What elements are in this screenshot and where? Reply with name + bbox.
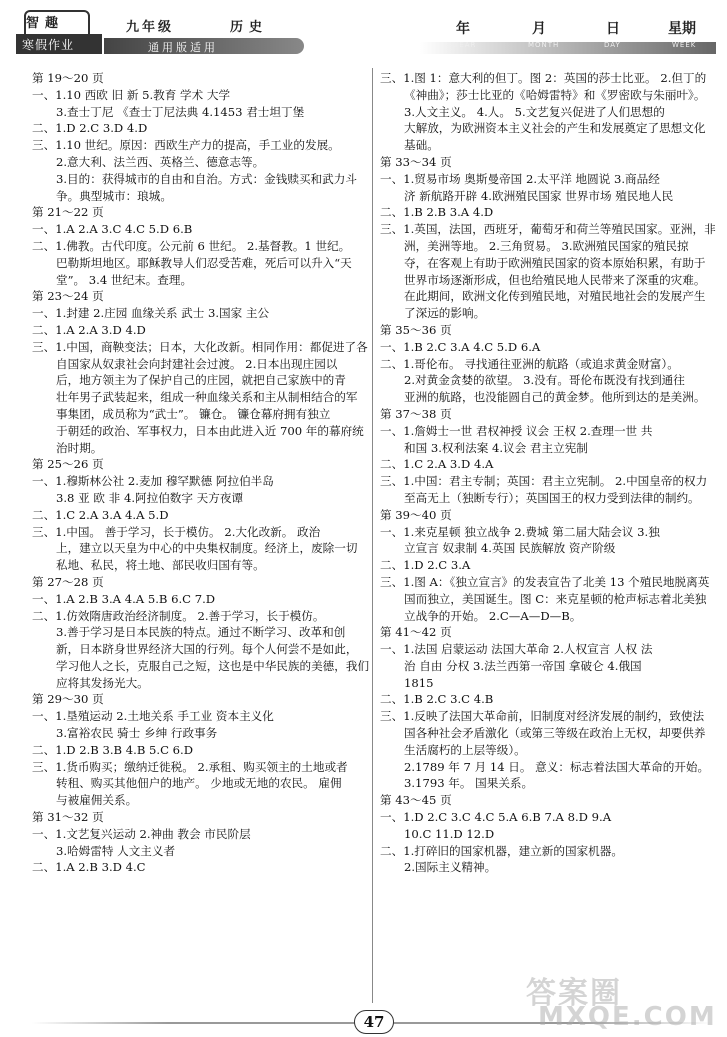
year-label: 年 bbox=[456, 21, 470, 37]
answer-line: 巴勒斯坦地区。耶稣教导人们忍受苦难，死后可以升入“天 bbox=[56, 255, 352, 270]
answer-line: 一、1.10 西欧 旧 新 5.教育 学术 大学 bbox=[32, 87, 231, 102]
answer-line: 争。典型城市：琅城。 bbox=[56, 188, 172, 203]
answer-line: 壮年男子武装起来，组成一种血缘关系和主从制相结合的军 bbox=[56, 390, 358, 405]
answer-line: 二、1.B 2.C 3.C 4.B bbox=[380, 692, 494, 707]
answer-line: 2.对黄金贪婪的欲望。 3.没有。哥伦布既没有找到通往 bbox=[404, 373, 685, 388]
brand-subtitle: 寒假作业 bbox=[16, 34, 102, 54]
answer-line: 济 新航路开辟 4.欧洲殖民国家 世界市场 殖民地人民 bbox=[404, 188, 674, 203]
answer-line: 三、1.中国。 善于学习，长于模仿。 2.大化改新。 政治 bbox=[32, 524, 321, 539]
answer-line: 三、1.中国：君主专制；英国：君主立宪制。 2.中国皇帝的权力 bbox=[380, 474, 708, 489]
answer-line: 基础。 bbox=[404, 138, 439, 153]
answer-line: 堂”。 3.4 世纪末。查理。 bbox=[56, 272, 193, 287]
answer-line: 私地、私民，将土地、部民收归国有等。 bbox=[56, 558, 265, 573]
page-header bbox=[0, 0, 727, 62]
page-range-heading: 第 35～36 页 bbox=[380, 322, 452, 337]
page-range-heading: 第 43～45 页 bbox=[380, 793, 452, 808]
answer-line: 自国家从奴隶社会向封建社会过渡。 2.日本出现庄园以 bbox=[56, 356, 338, 371]
month-label: 月 bbox=[532, 21, 546, 37]
answer-line: 大解放，为欧洲资本主义社会的产生和发展奠定了思想文化 bbox=[404, 121, 706, 136]
answer-column-right bbox=[380, 70, 714, 876]
book-brand bbox=[8, 6, 308, 56]
answer-line: 洲，美洲等地。 2.三角贸易。 3.欧洲殖民国家的殖民掠 bbox=[404, 238, 689, 253]
subject-label: 历史 bbox=[230, 20, 269, 35]
page-range-heading: 第 21～22 页 bbox=[32, 205, 104, 220]
answer-line: 二、1.B 2.B 3.A 4.D bbox=[380, 205, 494, 220]
answer-line: 3.目的：获得城市的自由和自治。方式：金钱赎买和武力斗 bbox=[56, 171, 357, 186]
answer-line: 学习他人之长，克服自己之短，这也是中华民族的美德，我们 bbox=[56, 658, 370, 673]
page-range-heading: 第 31～32 页 bbox=[32, 810, 104, 825]
answer-line: 二、1.C 2.A 3.A 4.A 5.D bbox=[32, 507, 169, 522]
answer-line: 亚洲的航路，也没能圆自己的黄金梦。他所到达的是美洲。 bbox=[404, 390, 706, 405]
month-en: MONTH bbox=[528, 41, 560, 49]
answer-line: 了深远的影响。 bbox=[404, 306, 486, 321]
page-number: 47 bbox=[354, 1010, 394, 1034]
answer-line: 治 自由 分权 3.法兰西第一帝国 拿破仑 4.俄国 bbox=[404, 658, 642, 673]
answer-line: 三、1.反映了法国大革命前，旧制度对经济发展的制约，致使法 bbox=[380, 709, 705, 724]
answer-line: 于朝廷的政治、军事权力，日本由此进入近 700 年的幕府统 bbox=[56, 423, 364, 438]
answer-line: 2.1789 年 7 月 14 日。 意义：标志着法国大革命的开始。 bbox=[404, 759, 710, 774]
answer-line: 2.意大利、法兰西、英格兰、德意志等。 bbox=[56, 154, 265, 169]
page-range-heading: 第 41～42 页 bbox=[380, 625, 452, 640]
answer-line: 二、1.A 2.A 3.D 4.D bbox=[32, 322, 146, 337]
watermark bbox=[518, 968, 718, 1034]
answer-line: 二、1.D 2.B 3.B 4.B 5.C 6.D bbox=[32, 742, 194, 757]
answer-line: 二、1.C 2.A 3.D 4.A bbox=[380, 457, 494, 472]
answer-line: 3.1793 年。 国果关系。 bbox=[404, 776, 534, 791]
watermark-url: MXQE.COM bbox=[538, 1002, 717, 1032]
answer-line: 立宣言 奴隶制 4.英国 民族解放 资产阶级 bbox=[404, 541, 616, 556]
answer-line: 在此期间，欧洲文化传到殖民地，对殖民地社会的发展产生 bbox=[404, 289, 706, 304]
answer-line: 二、1.打碎旧的国家机器，建立新的国家机器。 bbox=[380, 843, 623, 858]
answer-line: 夺，在客观上有助于欧洲殖民国家的资本原始积累，有助于 bbox=[404, 255, 706, 270]
answer-line: 三、1.英国，法国，西班牙，葡萄牙和荷兰等殖民国家。亚洲，非 bbox=[380, 222, 716, 237]
page-range-heading: 第 27～28 页 bbox=[32, 574, 104, 589]
answer-line: 1815 bbox=[404, 675, 434, 690]
answer-line: 三、1.10 世纪。原因：西欧生产力的提高，手工业的发展。 bbox=[32, 138, 340, 153]
answer-line: 国而独立，美国诞生。图 C：来克星顿的枪声标志着北美独 bbox=[404, 591, 707, 606]
answer-line: 一、1.A 2.B 3.A 4.A 5.B 6.C 7.D bbox=[32, 591, 216, 606]
answer-line: 至高无上（独断专行）；英国国王的权力受到法律的制约。 bbox=[404, 490, 700, 505]
answer-line: 立战争的开始。 2.C—A—D—B。 bbox=[404, 608, 582, 623]
day-label: 日 bbox=[606, 21, 620, 37]
answer-line: 后，地方领主为了保护自己的庄园，就把自己家族中的青 bbox=[56, 373, 346, 388]
answer-line: 新，日本跻身世界经济大国的行列。每个人何尝不是如此， bbox=[56, 642, 358, 657]
answer-line: 3.富裕农民 骑士 乡绅 行政事务 bbox=[56, 726, 218, 741]
watermark-text: 答案圈 bbox=[526, 976, 622, 1011]
answer-line: 转租、购买其他佃户的地产。 少地或无地的农民。 雇佣 bbox=[56, 776, 342, 791]
answer-line: 二、1.哥伦布。 寻找通往亚洲的航路（或追求黄金财富）。 bbox=[380, 356, 679, 371]
answer-line: 一、1.垦殖运动 2.土地关系 手工业 资本主义化 bbox=[32, 709, 274, 724]
answer-line: 一、1.法国 启蒙运动 法国大革命 2.人权宣言 人权 法 bbox=[380, 642, 653, 657]
answer-line: 三、1.中国，商鞅变法；日本，大化改新。相同作用：都促进了各 bbox=[32, 339, 368, 354]
answer-line: 一、1.A 2.A 3.C 4.C 5.D 6.B bbox=[32, 222, 193, 237]
answer-line: 二、1.D 2.C 3.D 4.D bbox=[32, 121, 148, 136]
date-fields bbox=[420, 14, 720, 58]
year-en: YEAR bbox=[454, 41, 477, 49]
page-range-heading: 第 23～24 页 bbox=[32, 289, 104, 304]
week-label: 星期 bbox=[668, 21, 696, 37]
answer-line: 二、1.A 2.B 3.D 4.C bbox=[32, 860, 146, 875]
answer-line: 3.哈姆雷特 人文主义者 bbox=[56, 843, 176, 858]
page-range-heading: 第 25～26 页 bbox=[32, 457, 104, 472]
answer-line: 10.C 11.D 12.D bbox=[404, 826, 495, 841]
answer-line: 生活腐朽的上层等级）。 bbox=[404, 742, 526, 757]
answer-line: 三、1.图 A：《独立宣言》的发表宣告了北美 13 个殖民地脱离英 bbox=[380, 574, 710, 589]
answer-line: 上，建立以天皇为中心的中央集权制度。经济上，废除一切 bbox=[56, 541, 358, 556]
answer-line: 3.查士丁尼 《查士丁尼法典 4.1453 君士坦丁堡 bbox=[56, 104, 305, 119]
answer-line: 一、1.詹姆士一世 君权神授 议会 王权 2.查理一世 共 bbox=[380, 423, 653, 438]
edition-label: 通用版适用 bbox=[148, 41, 218, 54]
answer-line: 应将其发扬光大。 bbox=[56, 675, 149, 690]
answer-line: 3.8 亚 欧 非 4.阿拉伯数字 天方夜谭 bbox=[56, 490, 244, 505]
answer-line: 与被雇佣关系。 bbox=[56, 793, 138, 808]
answer-line: 二、1.仿效隋唐政治经济制度。 2.善于学习，长于模仿。 bbox=[32, 608, 325, 623]
answer-line: 《神曲》；莎士比亚的《哈姆雷特》和《罗密欧与朱丽叶》。 bbox=[404, 87, 706, 102]
page-range-heading: 第 37～38 页 bbox=[380, 406, 452, 421]
answer-line: 一、1.文艺复兴运动 2.神曲 教会 市民阶层 bbox=[32, 826, 251, 841]
answer-line: 一、1.封建 2.庄园 血缘关系 武士 3.国家 主公 bbox=[32, 306, 270, 321]
answer-line: 一、1.B 2.C 3.A 4.C 5.D 6.A bbox=[380, 339, 541, 354]
answer-column-left bbox=[32, 70, 368, 876]
answer-line: 二、1.佛教。古代印度。公元前 6 世纪。 2.基督教。1 世纪。 bbox=[32, 238, 351, 253]
answer-line: 世界市场逐渐形成，但也给殖民地人民带来了深重的灾难。 bbox=[404, 272, 706, 287]
day-en: DAY bbox=[604, 41, 621, 49]
answer-line: 三、1.货币购买；缴纳迁徙税。 2.承租、购买领主的土地或者 bbox=[32, 759, 348, 774]
answer-line: 3.善于学习是日本民族的特点。通过不断学习、改革和创 bbox=[56, 625, 346, 640]
page-range-heading: 第 29～30 页 bbox=[32, 692, 104, 707]
answer-line: 2.国际主义精神。 bbox=[404, 860, 497, 875]
week-en: WEEK bbox=[672, 41, 697, 49]
answer-line: 国各种社会矛盾激化（或第三等级在政治上无权，却要供养 bbox=[404, 726, 706, 741]
answer-line: 3.人文主义。 4.人。 5.文艺复兴促进了人们思想的 bbox=[404, 104, 665, 119]
page-range-heading: 第 39～40 页 bbox=[380, 507, 452, 522]
page-range-heading: 第 19～20 页 bbox=[32, 71, 104, 85]
column-divider bbox=[372, 68, 373, 1003]
answer-line: 一、1.贸易市场 奥斯曼帝国 2.太平洋 地圆说 3.商品经 bbox=[380, 171, 660, 186]
answer-line: 一、1.D 2.C 3.C 4.C 5.A 6.B 7.A 8.D 9.A bbox=[380, 810, 612, 825]
answer-line: 二、1.D 2.C 3.A bbox=[380, 558, 471, 573]
brand-logo: 智趣 bbox=[26, 16, 65, 31]
page-range-heading: 第 33～34 页 bbox=[380, 154, 452, 169]
answer-line: 事集团，成员称为“武士”。 镰仓。 镰仓幕府拥有独立 bbox=[56, 406, 331, 421]
answer-line: 三、1.图 1：意大利的但丁。图 2：英国的莎士比亚。 2.但丁的 bbox=[380, 71, 707, 85]
answer-line: 和国 3.权利法案 4.议会 君主立宪制 bbox=[404, 440, 588, 455]
grade-label: 九年级 bbox=[126, 20, 175, 35]
answer-line: 一、1.穆斯林公社 2.麦加 穆罕默德 阿拉伯半岛 bbox=[32, 474, 274, 489]
answer-line: 治时期。 bbox=[56, 440, 103, 455]
answer-line: 一、1.来克星顿 独立战争 2.费城 第二届大陆会议 3.独 bbox=[380, 524, 660, 539]
